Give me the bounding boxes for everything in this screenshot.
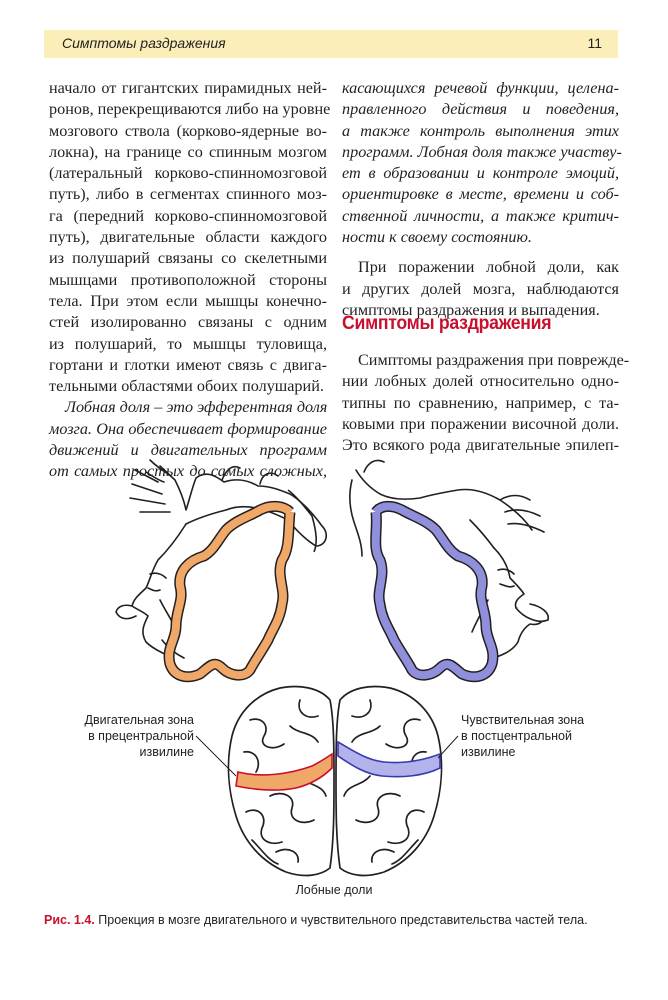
left-column <box>49 78 331 483</box>
text-line: мышцами противоположной стороны <box>49 270 327 289</box>
right-paragraph-3 <box>342 350 630 456</box>
text-line: тела. При этом если мышцы конечно- <box>49 291 327 310</box>
running-header <box>44 30 618 58</box>
label-line: в постцентральной <box>461 729 572 743</box>
right-paragraph-2 <box>342 257 619 321</box>
motor-zone-label <box>70 712 194 760</box>
text-line: локна), на границе со спинным мозгом <box>49 142 327 161</box>
text-line: мозгового ствола (корково-ядерные во- <box>49 121 327 140</box>
motor-homunculus <box>116 460 326 658</box>
text-line: нии лобных долей относительно одно- <box>342 372 619 391</box>
text-line: движений и двигательных программ <box>49 441 327 460</box>
text-line: ет в образовании и контроле эмоций, <box>342 164 619 183</box>
text-line: начало от гигантских пирамидных ней- <box>49 79 327 97</box>
frontal-lobes-label: Лобные доли <box>295 883 373 897</box>
text-line: мозга. Она обеспечивает формирование <box>49 419 327 438</box>
text-line: от самых простых до самых сложных, <box>49 462 327 481</box>
text-line: Это всякого рода двигательные эпилеп- <box>342 436 619 455</box>
text-line: ности к своему состоянию. <box>342 228 532 247</box>
sensory-face-drawing <box>488 548 543 660</box>
brain-projection-figure <box>0 455 668 915</box>
right-hemisphere-outline <box>336 687 441 876</box>
text-line: а также контроль выполнения этих <box>342 121 619 140</box>
header-title: Симптомы раздражения <box>62 35 226 51</box>
text-line: ственной личности, а также критич- <box>342 206 619 225</box>
label-line: Двигательная зона <box>84 713 194 727</box>
text-line: из полушарий связаны со скелетными <box>49 249 327 268</box>
right-column <box>342 78 622 321</box>
text-line: ориентировке в месте, времени и соб- <box>342 185 619 204</box>
text-line: Лобная доля – это эфферентная доля <box>65 398 328 417</box>
text-line: путь), либо в сегментах спинного моз- <box>49 185 327 204</box>
label-line: извилине <box>139 745 194 759</box>
text-line: гортани и глотки имеют связь с двига- <box>49 355 327 374</box>
label-line: извилине <box>461 745 516 759</box>
label-line: в прецентральной <box>88 729 194 743</box>
text-line: симптомы раздражения и выпадения. <box>342 300 600 319</box>
text-line: программ. Лобная доля также участву- <box>342 142 622 161</box>
text-line: (латеральный корково-спинномозговой <box>49 164 327 183</box>
text-line: и других долей мозга, наблюдаются <box>342 279 619 298</box>
sensory-label-pointer <box>438 736 458 758</box>
text-line: типны по сравнению, например, с та- <box>342 393 619 412</box>
text-line: ронов, перекрещиваются либо на уровне <box>49 100 331 119</box>
text-line: правленного действия и поведения, <box>342 100 619 119</box>
text-line: путь), двигательные области каждого <box>49 228 327 247</box>
figure-caption <box>44 913 634 927</box>
caption-text: Проекция в мозге двигательного и чувствительного представительства частей тела. <box>94 913 588 927</box>
label-line: Чувствительная зона <box>461 713 585 727</box>
text-line: Симптомы раздражения при поврежде- <box>358 351 630 369</box>
text-line: При поражении лобной доли, как <box>358 258 619 277</box>
page-number: 11 <box>587 35 602 51</box>
text-line: из полушарий, то мышцы туловища, <box>49 334 327 353</box>
sensory-zone-label <box>461 712 601 760</box>
right-paragraph-1 <box>342 78 622 248</box>
section-heading: Симптомы раздражения <box>342 313 552 334</box>
text-line: га (передний корково-спинномозговой <box>49 206 327 225</box>
caption-label: Рис. 1.4. <box>44 913 95 927</box>
text-line: ковыми при поражении височной доли. <box>342 414 619 433</box>
text-line: тельными областями обоих полушарий. <box>49 377 324 396</box>
text-line: стей изолированно связаны с одним <box>49 313 327 332</box>
text-line: касающихся речевой функции, целена- <box>342 79 619 97</box>
